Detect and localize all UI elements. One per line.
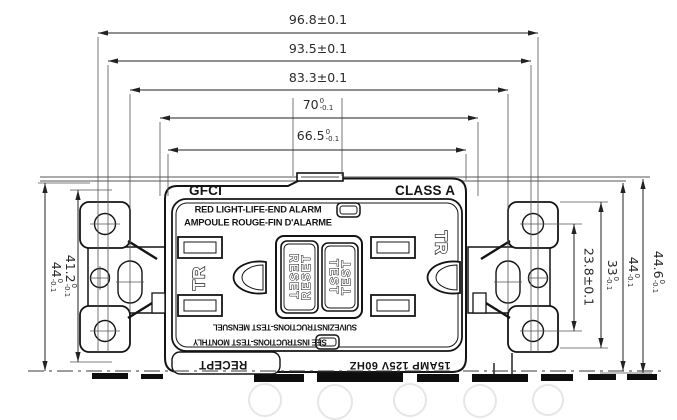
dim-tab-span-label: 33 0 -0.1 [605, 259, 621, 291]
left-side-bracket [152, 293, 165, 313]
rating-label: 15AMP 125V 60HZ [349, 359, 451, 371]
dim-hole-centers-label: 23.8±0.1 [581, 247, 597, 307]
right-mounting-strap [468, 202, 558, 377]
dim-right-height-label: 44 0 -0.1 [626, 256, 642, 288]
reset-button-label-embossed: RESET [301, 253, 313, 301]
dim-screw-centers-label: 93.5±0.1 [288, 40, 348, 56]
dim-body-width-label: 70 0 -0.1 [302, 96, 334, 112]
instructions-english: SEE INSTRUCTIONS-TEST MONTHLY [193, 337, 327, 347]
dim-mounting-label: 83.3±0.1 [288, 69, 348, 85]
dim-overall-height-label: 44.6 0 -0.1 [651, 250, 667, 294]
watermark-fragments [92, 373, 657, 419]
gfci-label: GFCI [189, 183, 223, 198]
left-mounting-strap [80, 202, 170, 352]
right-strap-hook [494, 353, 512, 377]
alarm-text-line1: RED LIGHT-LIFE-END ALARM [194, 204, 322, 216]
test-button-label-embossed: TEST [341, 259, 353, 295]
dim-left-inner-height-label: 41.2 0 -0.1 [63, 254, 79, 298]
tr-marking-right: TR [431, 230, 451, 256]
dim-overall-width-label: 96.8±0.1 [288, 11, 348, 27]
class-a-label: CLASS A [395, 183, 456, 198]
test-button-label: TEST [327, 259, 339, 295]
recept-label: RECEPT [198, 358, 248, 370]
tr-marking-left: TR [189, 265, 209, 291]
dim-left-height-label: 44 0 -0.1 [49, 261, 65, 293]
right-side-bracket [473, 293, 486, 313]
alarm-text-line2: AMPOULE ROUGE-FIN D'ALARME [184, 217, 332, 229]
dim-face-width-label: 66.5 0 -0.1 [296, 127, 340, 143]
instructions-french: SUIVEZINSTRUCTIONS-TEST MENSUEL [212, 322, 358, 332]
reset-button-label: RESET [287, 253, 299, 301]
